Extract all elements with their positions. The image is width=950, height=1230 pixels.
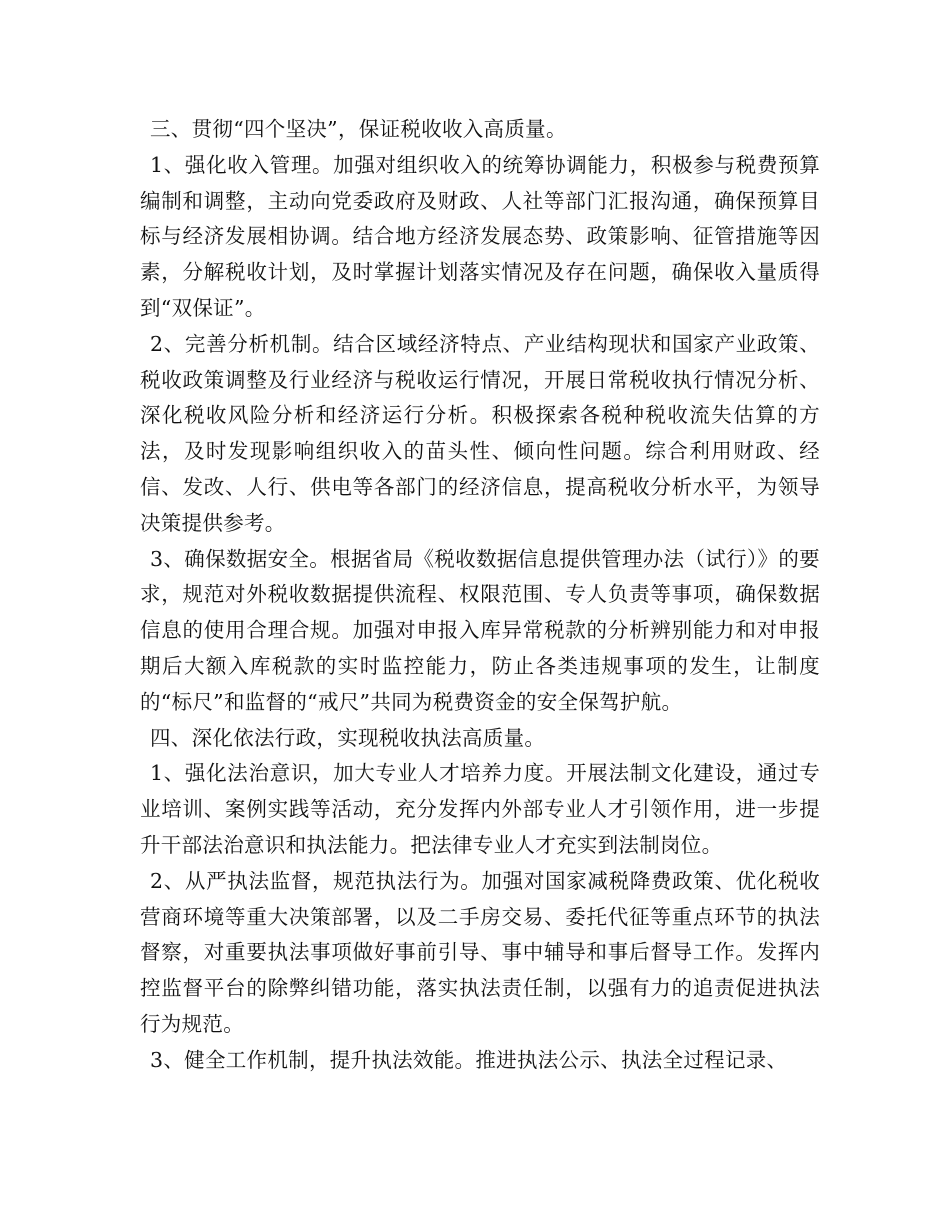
paragraph-legal-awareness: 1、强化法治意识，加大专业人才培养力度。开展法制文化建设，通过专业培训、案例实践等活动，充分发挥内外部专业人才引领作用，进一步提升干部法治意识和执法能力。把法律专业人才充实到法制岗位。 — [140, 761, 820, 857]
section-heading-4: 四、深化依法行政，实现税收执法高质量。 — [150, 725, 546, 750]
section-heading-3: 三、贯彻“四个坚决”，保证税收收入高质量。 — [150, 117, 567, 141]
paragraph-data-security: 3、确保数据安全。根据省局《税收数据信息提供管理办法（试行）》的要求，规范对外税收数据提供流程、权限范围、专人负责等事项，确保数据信息的使用合理合规。加强对申报入库异常税款的分析辨别能力和对申报期后大额入库税款的实时监控能力，防止各类违规事项的发生，让制度的“标尺”和监督的“戒尺”共同为税费资金的安全保驾护航。 — [140, 546, 820, 714]
paragraph-income-management: 1、强化收入管理。加强对组织收入的统筹协调能力，积极参与税费预算编制和调整，主动向党委政府及财政、人社等部门汇报沟通，确保预算目标与经济发展相协调。结合地方经济发展态势、政策影响、征管措施等因素，分解税收计划，及时掌握计划落实情况及存在问题，确保收入量质得到“双保证”。 — [140, 152, 820, 320]
document-body — [140, 112, 820, 1079]
paragraph-work-mechanism: 3、健全工作机制，提升执法效能。推进执法公示、执法全过程记录、 — [150, 1047, 788, 1072]
paragraph-analysis-mechanism: 2、完善分析机制。结合区域经济特点、产业结构现状和国家产业政策、税收政策调整及行业经济与税收运行情况，开展日常税收执行情况分析、深化税收风险分析和经济运行分析。积极探索各税种税收流失估算的方法，及时发现影响组织收入的苗头性、倾向性问题。综合利用财政、经信、发改、人行、供电等各部门的经济信息，提高税收分析水平，为领导决策提供参考。 — [140, 331, 820, 535]
paragraph-enforcement-supervision: 2、从严执法监督，规范执法行为。加强对国家减税降费政策、优化税收营商环境等重大决策部署，以及二手房交易、委托代征等重点环节的执法督察，对重要执法事项做好事前引导、事中辅导和事后督导工作。发挥内控监督平台的除弊纠错功能，落实执法责任制，以强有力的追责促进执法行为规范。 — [140, 868, 820, 1036]
